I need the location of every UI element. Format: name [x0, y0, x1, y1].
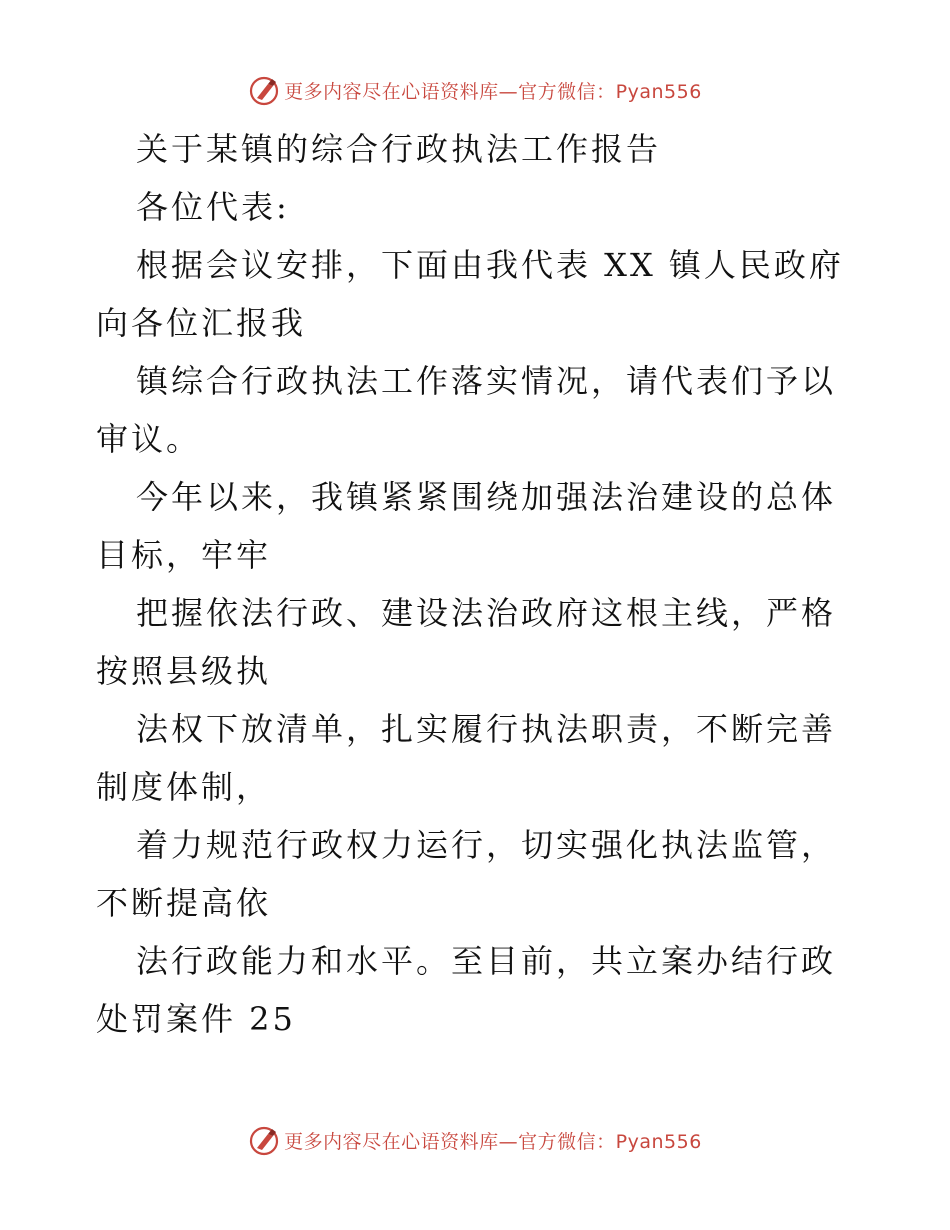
paragraph-line: 把握依法行政、建设法治政府这根主线，严格按照县级执 [96, 594, 837, 690]
paragraph-line: 法行政能力和水平。至目前，共立案办结行政处罚案件 25 [96, 942, 837, 1038]
paragraph-line: 根据会议安排，下面由我代表 XX 镇人民政府向各位汇报我 [96, 246, 844, 342]
document-body [96, 120, 856, 1048]
footer-watermark [0, 1120, 950, 1160]
pen-nib-logo-icon [248, 74, 280, 106]
paragraph-line: 今年以来，我镇紧紧围绕加强法治建设的总体目标，牢牢 [96, 478, 837, 574]
watermark-text: 更多内容尽在心语资料库—官方微信：Pyan556 [284, 80, 702, 103]
paragraph-line: 镇综合行政执法工作落实情况，请代表们予以审议。 [96, 362, 837, 458]
header-watermark [0, 70, 950, 110]
paragraph-line: 着力规范行政权力运行，切实强化执法监管，不断提高依 [96, 826, 837, 922]
salutation: 各位代表: [136, 188, 290, 226]
document-title: 关于某镇的综合行政执法工作报告 [136, 130, 662, 168]
paragraph-line: 法权下放清单，扎实履行执法职责，不断完善制度体制， [96, 710, 837, 806]
watermark-text: 更多内容尽在心语资料库—官方微信：Pyan556 [284, 1130, 702, 1153]
pen-nib-logo-icon [248, 1124, 280, 1156]
